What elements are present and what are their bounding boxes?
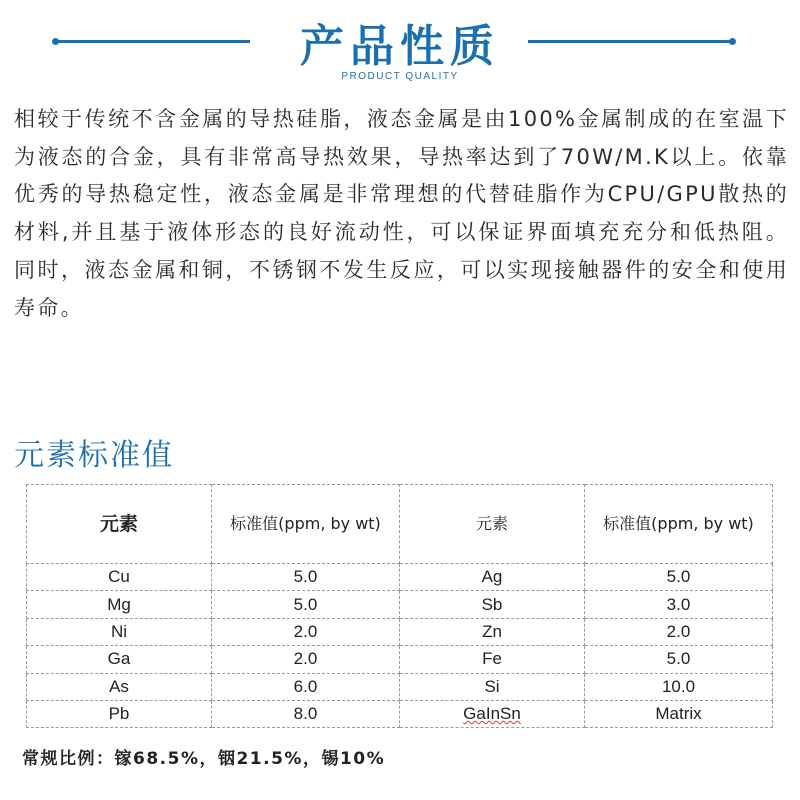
header-element-a: 元素 bbox=[27, 485, 212, 564]
product-description: 相较于传统不含金属的导热硅脂，液态金属是由100%金属制成的在室温下为液态的合金，具有非常高导热效果，导热率达到了70W/M.K以上。依靠优秀的导热稳定性，液态金属是非常理想的代替硅脂作为CPU/GPU散热的材料,并且基于液体形态的良好流动性，可以保证界面填充充分和低热阻。同时，液态金属和铜，不锈钢不发生反应，可以实现接触器件的安全和使用寿命。 bbox=[14, 107, 789, 320]
cell-element: Si bbox=[400, 673, 585, 700]
cell-value: 2.0 bbox=[212, 646, 400, 673]
page-header bbox=[0, 0, 800, 100]
table-header-row bbox=[27, 485, 773, 564]
header-element-b: 元素 bbox=[400, 485, 585, 564]
cell-element bbox=[400, 700, 585, 727]
cell-value: 5.0 bbox=[212, 591, 400, 618]
cell-value: Matrix bbox=[585, 700, 773, 727]
cell-value: 6.0 bbox=[212, 673, 400, 700]
table-row bbox=[27, 564, 773, 591]
section-title: 元素标准值 bbox=[14, 438, 174, 473]
cell-element: Mg bbox=[27, 591, 212, 618]
table-row bbox=[27, 591, 773, 618]
header-value-b: 标准值(ppm, by wt) bbox=[585, 485, 773, 564]
cell-element: As bbox=[27, 673, 212, 700]
cell-element: Ga bbox=[27, 646, 212, 673]
cell-value: 5.0 bbox=[212, 564, 400, 591]
cell-value: 8.0 bbox=[212, 700, 400, 727]
cell-value: 5.0 bbox=[585, 564, 773, 591]
cell-element: Cu bbox=[27, 564, 212, 591]
cell-element: Pb bbox=[27, 700, 212, 727]
table-row bbox=[27, 700, 773, 727]
header-value-a: 标准值(ppm, by wt) bbox=[212, 485, 400, 564]
element-table-wrapper bbox=[26, 484, 772, 728]
cell-element: Ni bbox=[27, 618, 212, 645]
cell-value: 3.0 bbox=[585, 591, 773, 618]
composition-ratio: 常规比例：镓68.5%，铟21.5%，锡10% bbox=[22, 749, 386, 769]
cell-element: Sb bbox=[400, 591, 585, 618]
cell-element: Ag bbox=[400, 564, 585, 591]
page-subtitle: PRODUCT QUALITY bbox=[341, 71, 459, 82]
element-standard-table bbox=[26, 484, 773, 728]
table-row bbox=[27, 646, 773, 673]
cell-value: 2.0 bbox=[212, 618, 400, 645]
table-row bbox=[27, 673, 773, 700]
spellcheck-underlined-text: GaInSn bbox=[463, 704, 521, 724]
page-title: 产品性质 bbox=[300, 21, 500, 72]
table-row bbox=[27, 618, 773, 645]
cell-element: Fe bbox=[400, 646, 585, 673]
cell-value: 10.0 bbox=[585, 673, 773, 700]
cell-value: 5.0 bbox=[585, 646, 773, 673]
cell-element: Zn bbox=[400, 618, 585, 645]
cell-value: 2.0 bbox=[585, 618, 773, 645]
